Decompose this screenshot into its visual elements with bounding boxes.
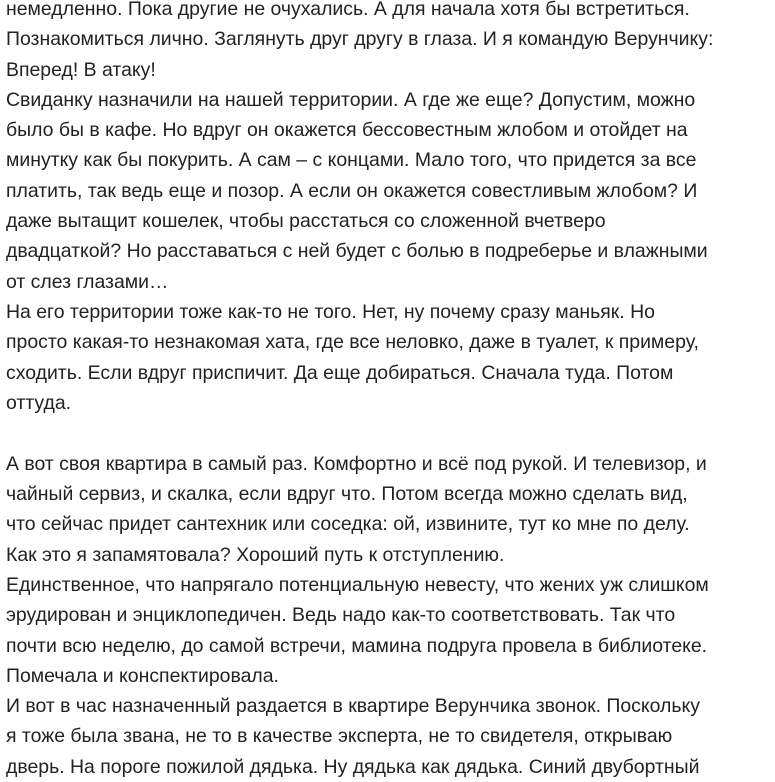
- text-line: двадцаткой? Но расставаться с ней будет с болью в подреберье и влажными: [6, 240, 708, 263]
- text-line: минутку как бы покурить. А сам – с концами. Мало того, что придется за все: [6, 149, 697, 172]
- text-line: А вот своя квартира в самый раз. Комфортно и всё под рукой. И телевизор, и: [6, 452, 707, 475]
- text-line: платить, так ведь еще и позор. А если он окажется совестливым жлобом? И: [6, 179, 698, 202]
- text-line: от слез глазами…: [6, 270, 169, 293]
- text-line: было бы в кафе. Но вдруг он окажется бессовестным жлобом и отойдет на: [6, 119, 688, 142]
- text-line: эрудирован и энциклопедичен. Ведь надо как-то соответствовать. Так что: [6, 604, 676, 627]
- paragraph: [6, 570, 775, 691]
- text-line: И вот в час назначенный раздается в квартире Верунчика звонок. Поскольку: [6, 695, 700, 718]
- paragraph: [6, 0, 775, 85]
- text-line: даже вытащит кошелек, чтобы расстаться со сложенной вчетверо: [6, 210, 606, 233]
- text-line: Единственное, что напрягало потенциальную невесту, что жених уж слишком: [6, 573, 709, 596]
- text-line: Свиданку назначили на нашей территории. А где же еще? Допустим, можно: [6, 88, 696, 111]
- text-line: Как это я запамятовала? Хороший путь к отступлению.: [6, 543, 505, 566]
- document-page: [6, 0, 775, 782]
- text-line: Познакомиться лично. Заглянуть друг другу в глаза. И я командую Верунчику:: [6, 28, 714, 51]
- text-line: дверь. На пороге пожилой дядька. Ну дядька как дядька. Синий двубортный: [6, 755, 700, 778]
- text-line: почти всю неделю, до самой встречи, мамина подруга провела в библиотеке.: [6, 634, 708, 657]
- text-line: оттуда.: [6, 391, 72, 414]
- paragraph: [6, 297, 775, 418]
- paragraph: [6, 691, 775, 782]
- text-line: что сейчас придет сантехник или соседка: ой, извините, тут ко мне по делу.: [6, 513, 690, 536]
- text-line: сходить. Если вдруг приспичит. Да еще добираться. Сначала туда. Потом: [6, 361, 674, 384]
- text-line: На его территории тоже как-то не того. Нет, ну почему сразу маньяк. Но: [6, 300, 655, 323]
- text-line: я тоже была звана, не то в качестве эксперта, не то свидетеля, открываю: [6, 725, 673, 748]
- text-line: немедленно. Пока другие не очухались. А для начала хотя бы встретиться.: [6, 0, 690, 20]
- text-line: Помечала и конспектировала.: [6, 664, 279, 687]
- paragraph: [6, 449, 775, 570]
- text-line: просто какая-то незнакомая хата, где все неловко, даже в туалет, к примеру,: [6, 331, 699, 354]
- paragraph-gap: [6, 418, 775, 449]
- paragraph: [6, 85, 775, 297]
- text-line: чайный сервиз, и скалка, если вдруг что. Потом всегда можно сделать вид,: [6, 483, 688, 506]
- text-line: Вперед! В атаку!: [6, 58, 156, 81]
